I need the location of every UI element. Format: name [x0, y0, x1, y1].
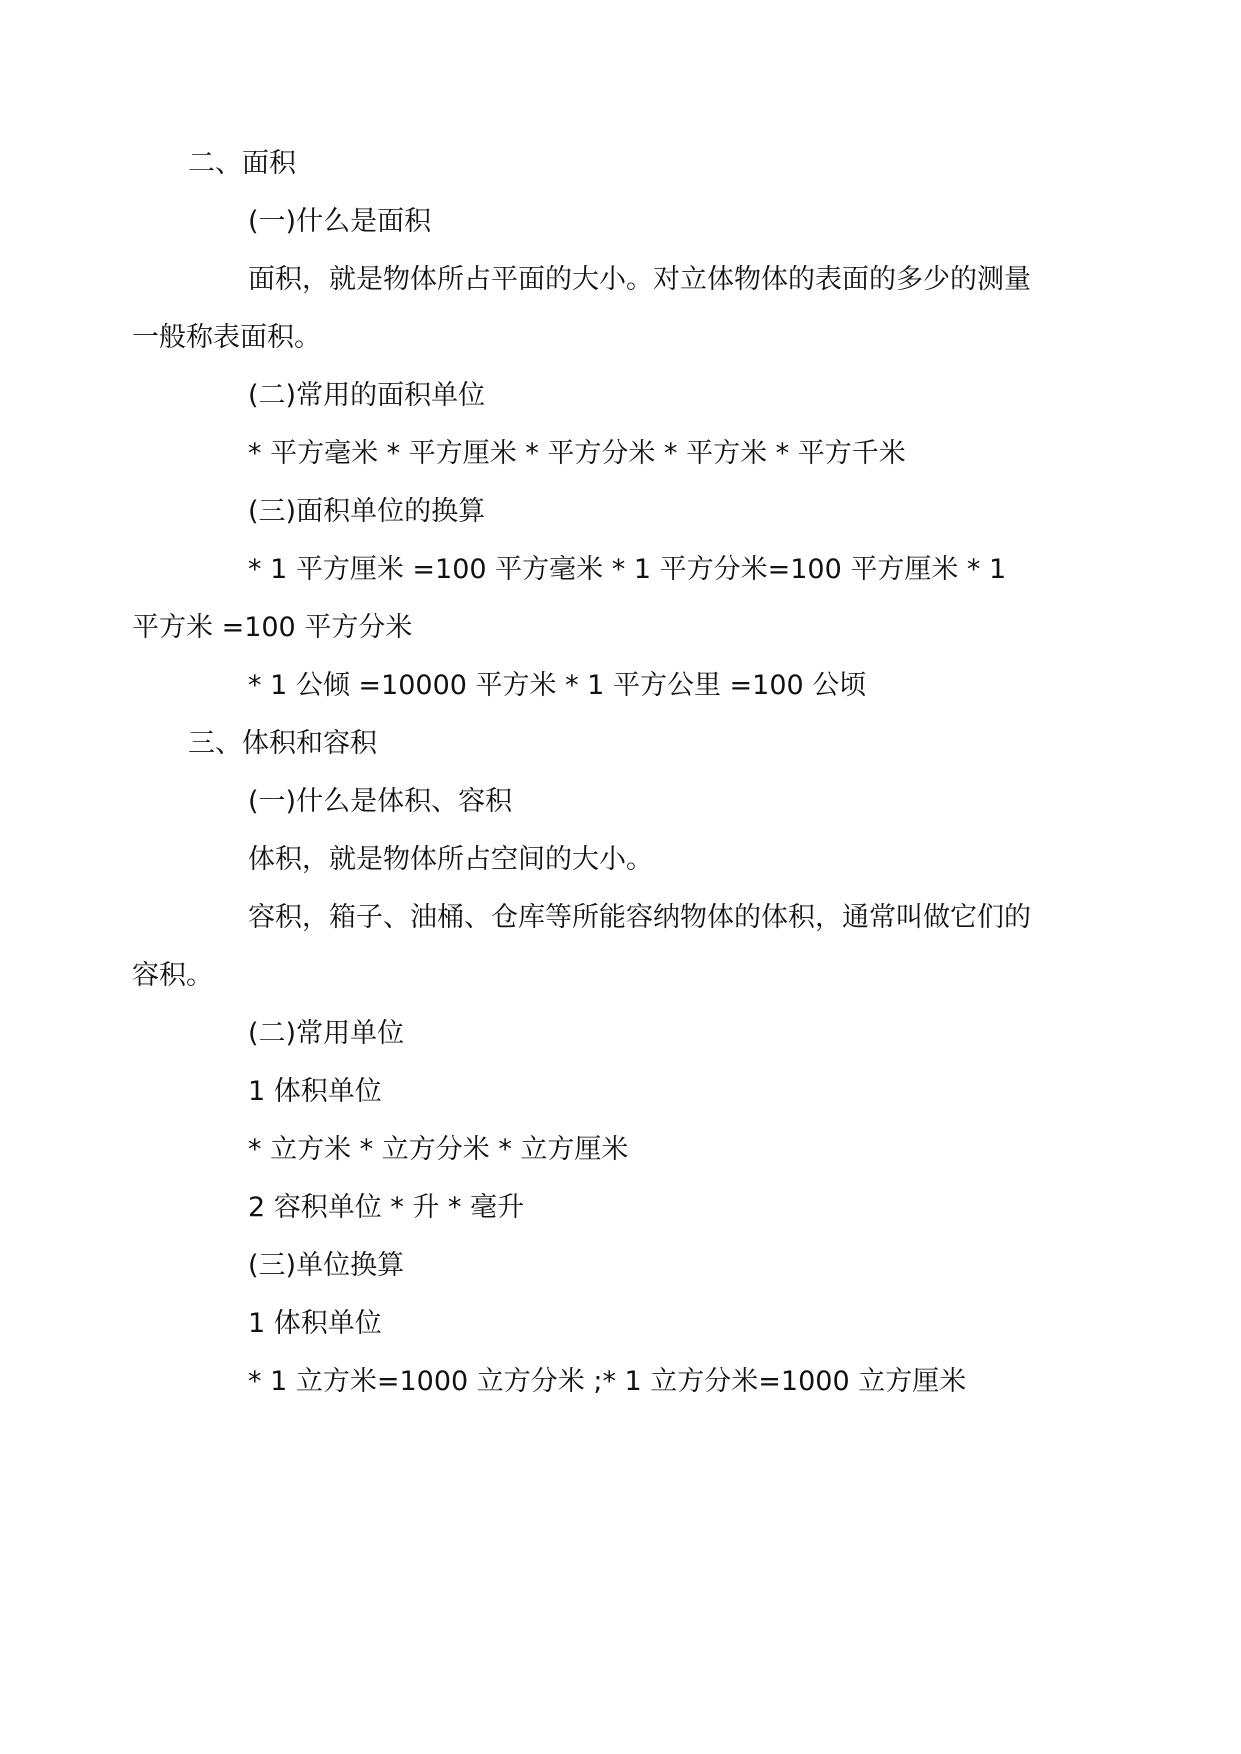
list-area-units: * 平方毫米 * 平方厘米 * 平方分米 * 平方米 * 平方千米	[248, 438, 906, 469]
paragraph-area-definition: 面积，就是物体所占平面的大小。对立体物体的表面的多少的测量	[248, 264, 1031, 295]
subheading-unit-conversion: (三)单位换算	[248, 1250, 405, 1281]
label-volume-units: 1 体积单位	[248, 1076, 382, 1107]
area-conversion-line-1-cont: 平方米 =100 平方分米	[132, 612, 413, 643]
paragraph-capacity-definition-cont: 容积。	[132, 960, 213, 991]
subheading-area-units: (二)常用的面积单位	[248, 380, 486, 411]
paragraph-capacity-definition: 容积，箱子、油桶、仓库等所能容纳物体的体积，通常叫做它们的	[248, 902, 1031, 933]
subheading-what-is-area: (一)什么是面积	[248, 206, 432, 237]
list-capacity-units: 2 容积单位 * 升 * 毫升	[248, 1192, 525, 1223]
area-conversion-line-1: * 1 平方厘米 =100 平方毫米 * 1 平方分米=100 平方厘米 * 1	[248, 554, 1007, 585]
list-volume-units: * 立方米 * 立方分米 * 立方厘米	[248, 1134, 629, 1165]
area-conversion-line-2: * 1 公倾 =10000 平方米 * 1 平方公里 =100 公顷	[248, 670, 867, 701]
label-volume-units-2: 1 体积单位	[248, 1308, 382, 1339]
heading-volume-capacity: 三、体积和容积	[188, 728, 377, 759]
paragraph-area-definition-cont: 一般称表面积。	[132, 322, 321, 353]
paragraph-volume-definition: 体积，就是物体所占空间的大小。	[248, 844, 653, 875]
volume-conversion-line: * 1 立方米=1000 立方分米 ;* 1 立方分米=1000 立方厘米	[248, 1366, 967, 1397]
subheading-common-units: (二)常用单位	[248, 1018, 405, 1049]
subheading-what-is-volume: (一)什么是体积、容积	[248, 786, 513, 817]
subheading-area-conversion: (三)面积单位的换算	[248, 496, 486, 527]
heading-area: 二、面积	[188, 148, 296, 179]
